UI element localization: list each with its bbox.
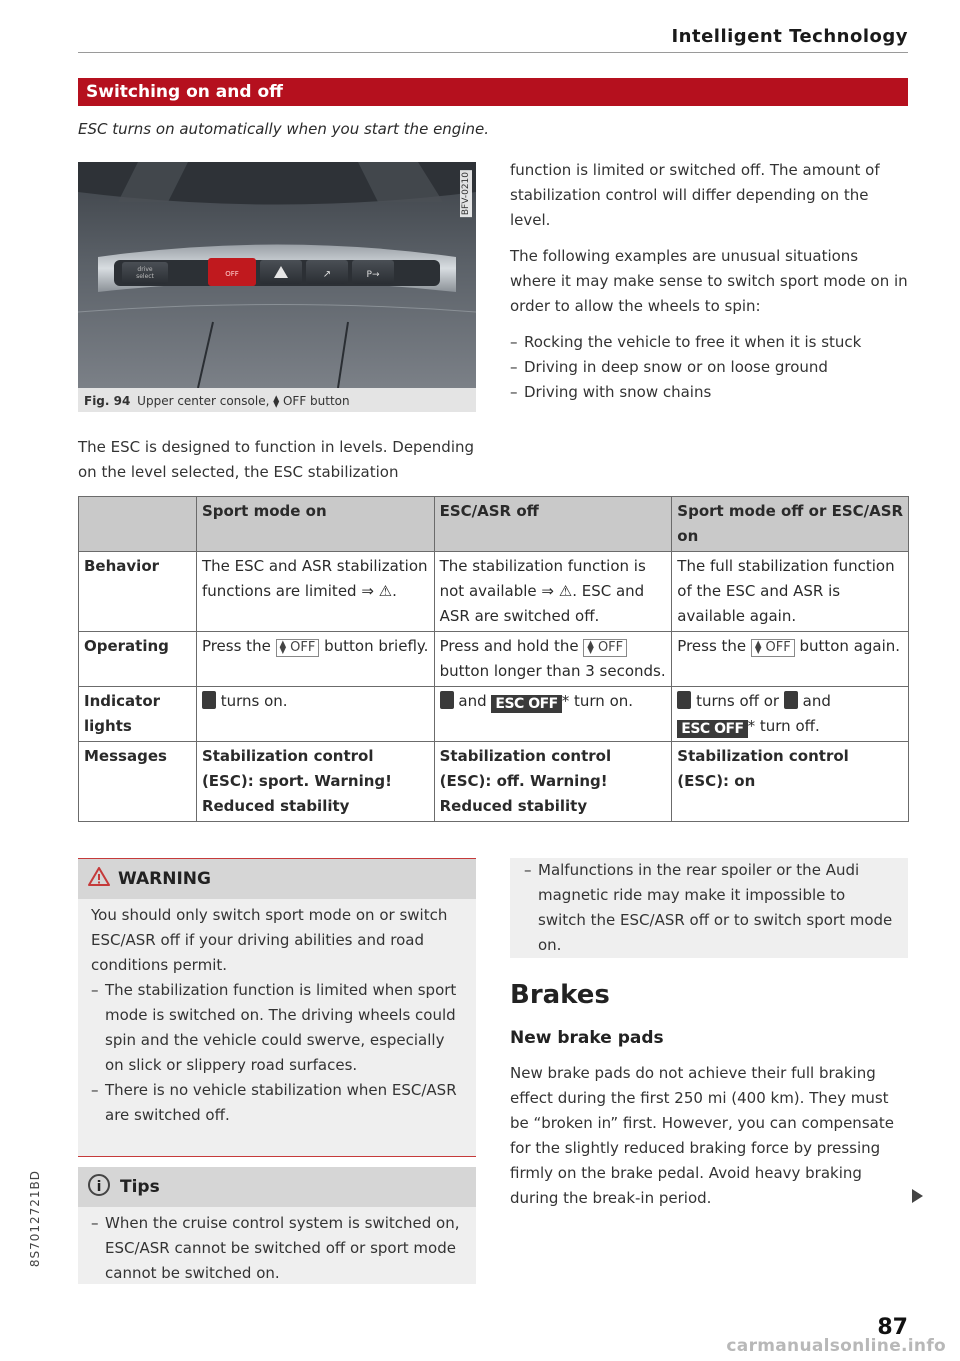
cell-text: button briefly. [324, 637, 429, 655]
esc-off-key: ⧫ OFF [751, 639, 795, 657]
esc-indicator-icon [440, 691, 454, 709]
section-intro: ESC turns on automatically when you start the engine. [78, 120, 489, 138]
esc-off-button-label: OFF [225, 270, 239, 278]
cell-text: button again. [799, 637, 901, 655]
list-item: – Driving in deep snow or on loose ground [510, 355, 908, 380]
watermark: carmanualsonline.info [726, 1336, 946, 1356]
warning-box [78, 858, 476, 1157]
table-cell [434, 687, 672, 742]
row-label: Indicator lights [79, 687, 197, 742]
cell-text: turns on. [220, 692, 288, 710]
list-item: – There is no vehicle stabilization when ESC/ASR are switched off. [91, 1078, 464, 1128]
table-cell: The full stabilization function of the ESC and ASR is available again. [672, 552, 909, 632]
esc-indicator-icon [202, 691, 216, 709]
tips-title: Tips [120, 1177, 160, 1197]
table-cell [434, 632, 672, 687]
info-icon: i [88, 1174, 110, 1196]
esc-off-indicator-icon: ESC OFF [677, 720, 747, 738]
tips-continued-box [510, 858, 908, 958]
warning-body [78, 899, 476, 1128]
table-row [79, 632, 909, 687]
console-photo [78, 162, 476, 388]
table-cell: The stabilization function is not available ⇒ ⚠. ESC and ASR are switched off. [434, 552, 672, 632]
stabilization-paragraph: function is limited or switched off. The amount of stabilization control will differ depending on the level. [510, 161, 880, 229]
warning-paragraph: You should only switch sport mode on or switch ESC/ASR off if your driving abilities and road conditions permit. [91, 906, 448, 974]
table-header-cell: Sport mode on [196, 497, 434, 552]
examples-list [510, 330, 908, 405]
list-item: – The stabilization function is limited when sport mode is switched on. The driving wheels could spin and the vehicle could swerve, especially on slick or slippery road surfaces. [91, 978, 464, 1078]
brakes-heading: Brakes [510, 980, 610, 1010]
warning-icon [88, 867, 110, 886]
figure-94 [78, 162, 476, 412]
figure-caption-text: Upper center console, ⧫ OFF button [137, 394, 350, 408]
section-title: Switching on and off [78, 78, 908, 106]
cell-text: Press and hold the [439, 637, 579, 655]
esc-off-key: ⧫ OFF [583, 639, 627, 657]
running-header: Intelligent Technology [671, 26, 908, 47]
new-brake-pads-heading: New brake pads [510, 1028, 664, 1048]
table-row [79, 687, 909, 742]
table-cell [672, 687, 909, 742]
tips-body [78, 1207, 476, 1286]
row-label: Operating [79, 632, 197, 687]
list-item: – Driving with snow chains [510, 380, 908, 405]
examples-paragraph: The following examples are unusual situations where it may make sense to switch sport mode on in order to allow the wheels to spin: [510, 247, 908, 315]
table-header-cell [79, 497, 197, 552]
page-number: 87 [877, 1315, 908, 1340]
left-paragraph [78, 435, 476, 496]
drive-select-label-2: select [136, 273, 154, 280]
table-cell [196, 632, 434, 687]
cell-text: Press the [677, 637, 747, 655]
table-cell: Stabilization control (ESC): on [672, 742, 909, 822]
warning-list [91, 978, 464, 1128]
esc-modes-table [78, 496, 909, 822]
tips-box [78, 1167, 476, 1284]
table-cell: The ESC and ASR stabilization functions are limited ⇒ ⚠. [196, 552, 434, 632]
cell-text: turns off or [696, 692, 780, 710]
table-row [79, 552, 909, 632]
tips-continued-list [524, 858, 894, 958]
cell-text: Press the [201, 637, 271, 655]
cell-text: button longer than 3 seconds. [439, 662, 666, 680]
table-cell: Stabilization control (ESC): sport. Warning! Reduced stability [196, 742, 434, 822]
cell-text: and [458, 692, 487, 710]
table-cell: Stabilization control (ESC): off. Warning! Reduced stability [434, 742, 672, 822]
header-rule [78, 52, 908, 53]
esc-indicator-icon [677, 691, 691, 709]
levels-paragraph: The ESC is designed to function in levels. Depending on the level selected, the ESC stabilization [78, 438, 475, 481]
document-code: 8S7012721BD [28, 1170, 42, 1268]
tips-list [91, 1211, 464, 1286]
figure-label: Fig. 94 [84, 394, 131, 408]
row-label: Behavior [79, 552, 197, 632]
warning-header [78, 858, 476, 899]
list-item: – When the cruise control system is switched on, ESC/ASR cannot be switched off or sport mode cannot be switched on. [91, 1211, 464, 1286]
esc-off-key: ⧫ OFF [276, 639, 320, 657]
cell-text: * turn on. [561, 692, 634, 710]
list-item: – Malfunctions in the rear spoiler or the Audi magnetic ride may make it impossible to switch the ESC/ASR off or to switch sport mode on. [524, 858, 894, 958]
continue-arrow-icon [912, 1189, 923, 1203]
parking-icon: P→ [366, 270, 380, 280]
table-header-cell: Sport mode off or ESC/ASR on [672, 497, 909, 552]
table-cell [672, 632, 909, 687]
right-column-text [510, 158, 908, 405]
esc-indicator-icon [784, 691, 798, 709]
brake-pads-paragraph: New brake pads do not achieve their full braking effect during the first 250 mi (400 km). They must be “broken in” first. However, you can compensate for the slightly reduced braking force by pressing firmly on the brake pedal. Avoid heavy braking during the break-in period. [510, 1064, 894, 1207]
figure-caption [84, 394, 350, 408]
table-header-row [79, 497, 909, 552]
spoiler-icon: ↗ [322, 269, 332, 280]
list-item: – Rocking the vehicle to free it when it is stuck [510, 330, 908, 355]
warning-title: WARNING [118, 869, 211, 889]
esc-off-indicator-icon: ESC OFF [491, 695, 561, 713]
cell-text: and [802, 692, 831, 710]
cell-text: * turn off. [747, 717, 820, 735]
table-header-cell: ESC/ASR off [434, 497, 672, 552]
drive-select-label: drive [137, 266, 153, 273]
table-row [79, 742, 909, 822]
row-label: Messages [79, 742, 197, 822]
tips-header [78, 1167, 476, 1207]
figure-code: BFV-0210 [461, 172, 471, 216]
table-cell [196, 687, 434, 742]
